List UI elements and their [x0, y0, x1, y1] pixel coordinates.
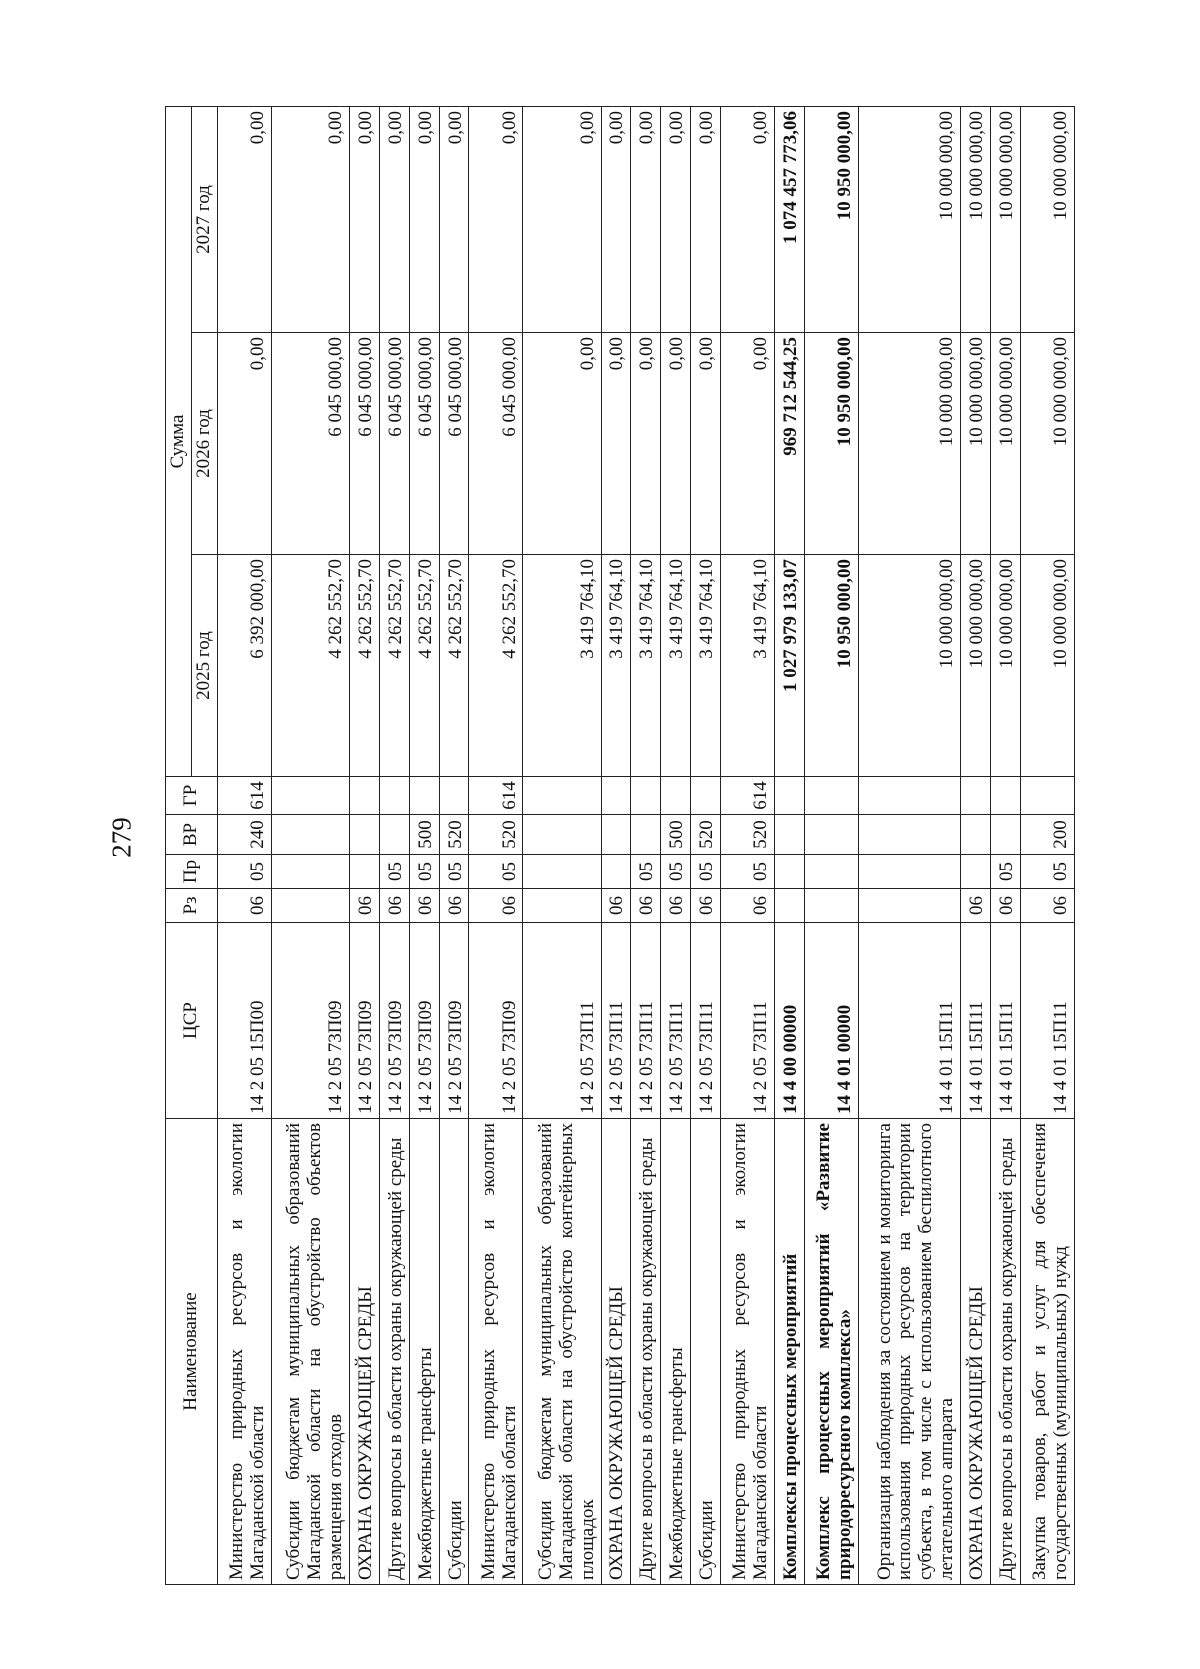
row-pr [775, 855, 805, 889]
row-rz: 06 [990, 889, 1020, 923]
row-2026: 0,00 [523, 333, 601, 555]
header-csr: ЦСР [166, 923, 218, 1119]
row-csr: 14 4 01 15П11 [961, 923, 991, 1119]
row-name: Министерство природных ресурсов и экологии Магаданской области [721, 1119, 775, 1585]
row-name: Субсидии [691, 1119, 721, 1585]
row-2027: 0,00 [271, 107, 349, 333]
row-2026: 6 045 000,00 [379, 333, 409, 555]
row-csr: 14 2 05 73П11 [661, 923, 691, 1119]
row-gr [409, 777, 439, 815]
row-2025: 3 419 764,10 [721, 555, 775, 777]
row-vr [349, 815, 379, 855]
row-2026: 6 045 000,00 [349, 333, 379, 555]
row-name: Другие вопросы в области охраны окружающей среды [990, 1119, 1020, 1585]
row-pr: 05 [631, 855, 661, 889]
table-row [409, 107, 439, 1585]
header-2026: 2026 год [191, 333, 217, 555]
row-pr: 05 [990, 855, 1020, 889]
row-csr: 14 2 05 73П09 [469, 923, 523, 1119]
row-2026: 6 045 000,00 [469, 333, 523, 555]
row-2027: 0,00 [439, 107, 469, 333]
row-2027: 0,00 [691, 107, 721, 333]
row-2026: 0,00 [691, 333, 721, 555]
row-2026: 10 000 000,00 [1020, 333, 1074, 555]
row-rz: 06 [721, 889, 775, 923]
table-row [469, 107, 523, 1585]
row-csr: 14 2 05 73П11 [523, 923, 601, 1119]
table-row [439, 107, 469, 1585]
table-row [631, 107, 661, 1585]
row-2026: 6 045 000,00 [409, 333, 439, 555]
table-row [775, 107, 805, 1585]
row-name: Субсидии бюджетам муниципальных образований Магаданской области на обустройство объектов размещения отходов [271, 1119, 349, 1585]
row-2027: 0,00 [721, 107, 775, 333]
row-2025: 6 392 000,00 [217, 555, 271, 777]
row-gr [691, 777, 721, 815]
row-name: Комплекс процессных мероприятий «Развитие природоресурсного комплекса» [804, 1119, 858, 1585]
row-2025: 10 950 000,00 [804, 555, 858, 777]
row-gr [804, 777, 858, 815]
row-name: Субсидии [439, 1119, 469, 1585]
row-rz: 06 [631, 889, 661, 923]
table-row [858, 107, 960, 1585]
row-csr: 14 2 05 73П09 [409, 923, 439, 1119]
row-csr: 14 4 00 00000 [775, 923, 805, 1119]
row-pr: 05 [721, 855, 775, 889]
table-row [349, 107, 379, 1585]
table-row [217, 107, 271, 1585]
row-vr [804, 815, 858, 855]
row-2027: 10 000 000,00 [990, 107, 1020, 333]
row-csr: 14 2 05 73П09 [349, 923, 379, 1119]
row-rz: 06 [379, 889, 409, 923]
row-2026: 6 045 000,00 [271, 333, 349, 555]
row-name: Субсидии бюджетам муниципальных образований Магаданской области на обустройство контейнерных площадок [523, 1119, 601, 1585]
page-number: 279 [106, 817, 137, 858]
row-2025: 10 000 000,00 [1020, 555, 1074, 777]
row-pr: 05 [217, 855, 271, 889]
row-name: ОХРАНА ОКРУЖАЮЩЕЙ СРЕДЫ [601, 1119, 631, 1585]
row-2025: 10 000 000,00 [961, 555, 991, 777]
row-name: Другие вопросы в области охраны окружающей среды [631, 1119, 661, 1585]
row-name: Министерство природных ресурсов и экологии Магаданской области [469, 1119, 523, 1585]
row-2025: 4 262 552,70 [349, 555, 379, 777]
row-gr [1020, 777, 1074, 815]
row-name: Закупка товаров, работ и услуг для обеспечения государственных (муниципальных) нужд [1020, 1119, 1074, 1585]
row-2026: 10 000 000,00 [858, 333, 960, 555]
header-row-1 [166, 107, 192, 1585]
row-2027: 0,00 [523, 107, 601, 333]
table-row [804, 107, 858, 1585]
row-vr: 200 [1020, 815, 1074, 855]
row-gr: 614 [469, 777, 523, 815]
row-2025: 1 027 979 133,07 [775, 555, 805, 777]
header-rz: Рз [166, 889, 218, 923]
row-csr: 14 2 05 73П09 [379, 923, 409, 1119]
header-gr: ГР [166, 777, 218, 815]
row-gr [601, 777, 631, 815]
row-vr [379, 815, 409, 855]
row-gr [858, 777, 960, 815]
header-name: Наименование [166, 1119, 218, 1585]
row-vr [523, 815, 601, 855]
table-row [691, 107, 721, 1585]
table-row [1020, 107, 1074, 1585]
row-csr: 14 4 01 15П11 [1020, 923, 1074, 1119]
row-vr [775, 815, 805, 855]
row-2026: 0,00 [217, 333, 271, 555]
row-name: ОХРАНА ОКРУЖАЮЩЕЙ СРЕДЫ [349, 1119, 379, 1585]
row-gr [661, 777, 691, 815]
row-rz: 06 [661, 889, 691, 923]
row-2026: 0,00 [601, 333, 631, 555]
row-gr [379, 777, 409, 815]
row-2027: 0,00 [409, 107, 439, 333]
row-2025: 3 419 764,10 [523, 555, 601, 777]
row-pr [349, 855, 379, 889]
row-name: Комплексы процессных мероприятий [775, 1119, 805, 1585]
row-rz: 06 [439, 889, 469, 923]
row-2025: 4 262 552,70 [439, 555, 469, 777]
row-csr: 14 2 05 73П11 [721, 923, 775, 1119]
row-vr [858, 815, 960, 855]
header-sum: Сумма [166, 107, 192, 777]
row-gr [775, 777, 805, 815]
row-csr: 14 2 05 73П09 [439, 923, 469, 1119]
table-row [379, 107, 409, 1585]
row-2026: 0,00 [721, 333, 775, 555]
row-vr: 500 [409, 815, 439, 855]
row-vr: 520 [691, 815, 721, 855]
rotated-table-wrapper [165, 107, 1075, 1585]
table-row [721, 107, 775, 1585]
row-vr [961, 815, 991, 855]
row-name: Организация наблюдения за состоянием и мониторинга использования природных ресурсов на территории субъекта, в том числе с использованием беспилотного летательного аппарата [858, 1119, 960, 1585]
row-2026: 10 950 000,00 [804, 333, 858, 555]
row-name: Межбюджетные трансферты [409, 1119, 439, 1585]
row-gr [439, 777, 469, 815]
row-pr [804, 855, 858, 889]
row-2025: 3 419 764,10 [631, 555, 661, 777]
row-2027: 0,00 [349, 107, 379, 333]
row-vr [601, 815, 631, 855]
row-rz: 06 [691, 889, 721, 923]
row-gr [631, 777, 661, 815]
row-rz [775, 889, 805, 923]
row-rz [804, 889, 858, 923]
row-rz: 06 [961, 889, 991, 923]
row-csr: 14 2 05 73П11 [691, 923, 721, 1119]
row-2027: 10 000 000,00 [961, 107, 991, 333]
row-2027: 0,00 [379, 107, 409, 333]
row-2025: 3 419 764,10 [691, 555, 721, 777]
row-pr: 05 [691, 855, 721, 889]
row-rz [271, 889, 349, 923]
row-2027: 10 950 000,00 [804, 107, 858, 333]
row-pr: 05 [1020, 855, 1074, 889]
row-2025: 3 419 764,10 [661, 555, 691, 777]
row-2027: 1 074 457 773,06 [775, 107, 805, 333]
row-2025: 10 000 000,00 [858, 555, 960, 777]
table-body [217, 107, 1074, 1585]
row-name: Министерство природных ресурсов и экологии Магаданской области [217, 1119, 271, 1585]
row-2025: 4 262 552,70 [469, 555, 523, 777]
row-gr: 614 [721, 777, 775, 815]
header-vr: ВР [166, 815, 218, 855]
row-vr: 520 [721, 815, 775, 855]
row-gr [523, 777, 601, 815]
row-2027: 10 000 000,00 [858, 107, 960, 333]
row-vr: 240 [217, 815, 271, 855]
row-gr [271, 777, 349, 815]
row-csr: 14 4 01 00000 [804, 923, 858, 1119]
row-csr: 14 2 05 73П11 [601, 923, 631, 1119]
row-rz: 06 [469, 889, 523, 923]
table-row [990, 107, 1020, 1585]
row-rz [523, 889, 601, 923]
row-rz: 06 [1020, 889, 1074, 923]
row-vr [271, 815, 349, 855]
row-csr: 14 4 01 15П11 [990, 923, 1020, 1119]
row-vr [990, 815, 1020, 855]
row-vr [631, 815, 661, 855]
row-name: Межбюджетные трансферты [661, 1119, 691, 1585]
row-csr: 14 2 05 73П09 [271, 923, 349, 1119]
header-pr: Пр [166, 855, 218, 889]
row-2025: 10 000 000,00 [990, 555, 1020, 777]
row-name: ОХРАНА ОКРУЖАЮЩЕЙ СРЕДЫ [961, 1119, 991, 1585]
row-2026: 969 712 544,25 [775, 333, 805, 555]
row-2025: 3 419 764,10 [601, 555, 631, 777]
row-pr [523, 855, 601, 889]
row-csr: 14 4 01 15П11 [858, 923, 960, 1119]
row-pr [601, 855, 631, 889]
row-vr: 520 [469, 815, 523, 855]
row-csr: 14 2 05 15П00 [217, 923, 271, 1119]
row-pr: 05 [469, 855, 523, 889]
row-2026: 10 000 000,00 [990, 333, 1020, 555]
row-vr: 520 [439, 815, 469, 855]
row-pr: 05 [379, 855, 409, 889]
row-2025: 4 262 552,70 [271, 555, 349, 777]
row-pr [961, 855, 991, 889]
table-row [961, 107, 991, 1585]
header-2027: 2027 год [191, 107, 217, 333]
row-csr: 14 2 05 73П11 [631, 923, 661, 1119]
row-2026: 10 000 000,00 [961, 333, 991, 555]
row-2026: 0,00 [661, 333, 691, 555]
row-pr: 05 [409, 855, 439, 889]
row-2027: 0,00 [469, 107, 523, 333]
row-rz: 06 [601, 889, 631, 923]
row-pr [271, 855, 349, 889]
row-2027: 0,00 [217, 107, 271, 333]
row-gr [990, 777, 1020, 815]
row-2027: 0,00 [601, 107, 631, 333]
row-rz: 06 [409, 889, 439, 923]
row-vr: 500 [661, 815, 691, 855]
row-rz: 06 [349, 889, 379, 923]
table-row [523, 107, 601, 1585]
header-2025: 2025 год [191, 555, 217, 777]
row-2026: 0,00 [631, 333, 661, 555]
row-pr: 05 [439, 855, 469, 889]
row-2026: 6 045 000,00 [439, 333, 469, 555]
row-gr: 614 [217, 777, 271, 815]
budget-table [165, 106, 1075, 1585]
row-rz [858, 889, 960, 923]
table-row [601, 107, 631, 1585]
table-row [661, 107, 691, 1585]
row-2025: 4 262 552,70 [379, 555, 409, 777]
row-name: Другие вопросы в области охраны окружающей среды [379, 1119, 409, 1585]
row-2027: 0,00 [631, 107, 661, 333]
row-gr [349, 777, 379, 815]
row-2025: 4 262 552,70 [409, 555, 439, 777]
table-row [271, 107, 349, 1585]
row-2027: 10 000 000,00 [1020, 107, 1074, 333]
row-rz: 06 [217, 889, 271, 923]
row-pr [858, 855, 960, 889]
row-gr [961, 777, 991, 815]
row-pr: 05 [661, 855, 691, 889]
row-2027: 0,00 [661, 107, 691, 333]
